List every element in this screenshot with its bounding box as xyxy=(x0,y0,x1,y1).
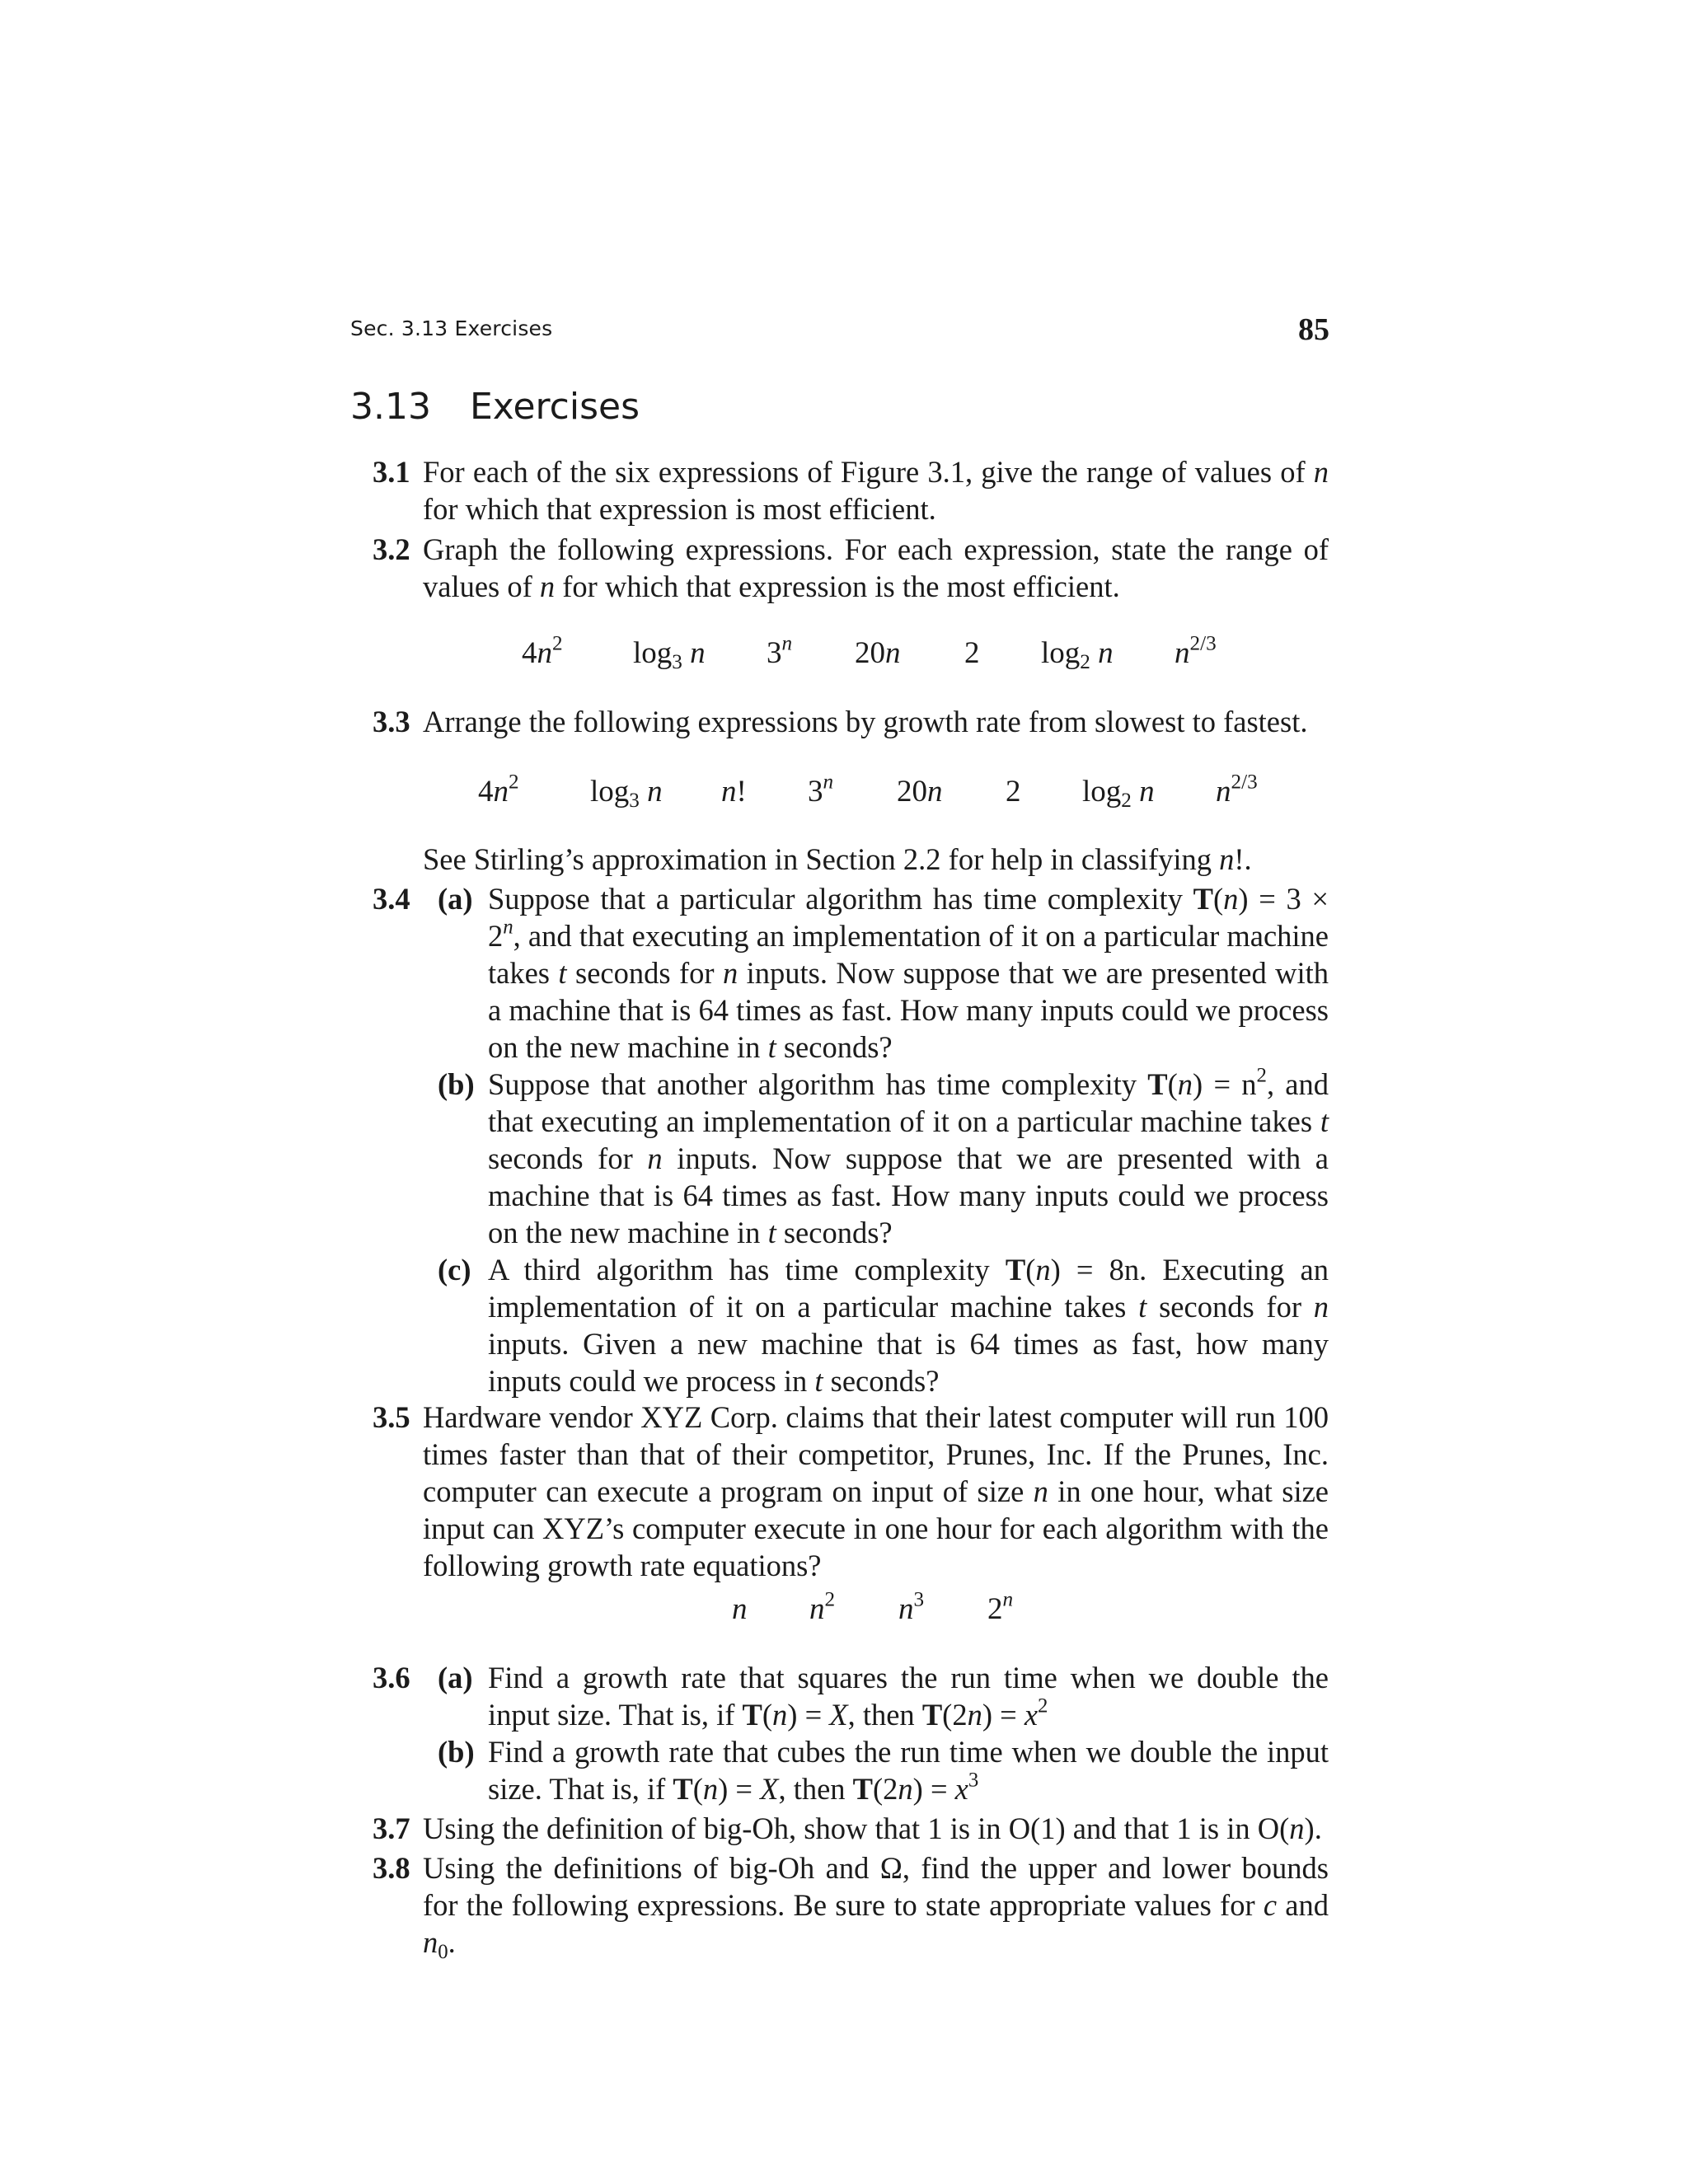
expr-exponent: n xyxy=(781,632,793,655)
math-exponent: 3 xyxy=(968,1769,979,1792)
math-exponent: 2 xyxy=(1256,1064,1267,1087)
part-label: (a) xyxy=(438,1661,473,1694)
exercise-number: 3.7 xyxy=(373,1811,410,1845)
math-subscript: 0 xyxy=(438,1940,448,1963)
math-var: n xyxy=(423,1925,438,1959)
running-head: Sec. 3.13 Exercises xyxy=(350,316,553,340)
math-expression xyxy=(1041,635,1114,672)
exercise-number: 3.3 xyxy=(373,705,410,738)
part-a xyxy=(438,880,1329,1066)
text-run: For each of the six expressions of Figure 3.1, give the range of values of xyxy=(423,455,1314,489)
expr-base: 20n xyxy=(855,636,901,670)
expr-exponent: 2 xyxy=(552,632,563,655)
math-var: t xyxy=(1320,1104,1329,1138)
exercise-number: 3.5 xyxy=(373,1400,410,1434)
section-title xyxy=(350,386,640,428)
expr-argument: n xyxy=(647,775,663,808)
expr-base: n xyxy=(1216,775,1231,808)
expr-exponent: 2 xyxy=(824,1588,836,1611)
text-run: . Executing an implementation of it on a particular machine takes xyxy=(488,1253,1329,1324)
text-run: and xyxy=(1277,1888,1329,1922)
exercise-text xyxy=(423,1399,1329,1584)
math-expression xyxy=(808,773,833,810)
math-expression xyxy=(590,773,663,813)
math-expression xyxy=(898,1588,925,1628)
text-run: in one hour, what size input can XYZ’s computer execute in one hour for each algorithm with the following growth rate equations? xyxy=(423,1474,1329,1582)
expr-exponent: 3 xyxy=(913,1588,925,1611)
expr-exponent: 2/3 xyxy=(1189,632,1217,655)
expr-base: n xyxy=(809,1592,825,1626)
math-expression xyxy=(1082,773,1155,813)
math-var: n xyxy=(539,569,556,603)
expr-base: log xyxy=(1082,775,1122,808)
math-expr: Ω xyxy=(879,1851,903,1885)
text-run: , find the upper and lower bounds for the following expressions. Be sure to state appropriate values for xyxy=(423,1851,1329,1922)
math-expression xyxy=(809,1588,836,1628)
expr-argument: n xyxy=(690,636,706,670)
text-run: Hardware vendor XYZ Corp. claims that their latest computer will run 100 times faster than that of their competitor, Prunes, Inc. If the Prunes, Inc. computer can execute a program on input of size xyxy=(423,1400,1329,1508)
section-number: 3.13 xyxy=(350,386,431,428)
math-T: T xyxy=(921,1698,943,1732)
math-expr: O(n) xyxy=(1257,1811,1315,1845)
math-expr: O(1) xyxy=(1008,1811,1066,1845)
part-label: (c) xyxy=(438,1253,471,1286)
text-run: Suppose that another algorithm has time complexity xyxy=(488,1067,1148,1101)
text-run: seconds? xyxy=(776,1030,893,1064)
text-run: for which that expression is the most efficient. xyxy=(555,569,1120,603)
text-run: See Stirling’s approximation in Section 2.2 for help in classifying xyxy=(423,842,1220,876)
math-var: n xyxy=(722,956,738,990)
math-expr: = 3 × 2 xyxy=(488,882,1329,953)
math-var: t xyxy=(767,1030,776,1064)
part-label: (a) xyxy=(438,882,473,916)
text-run: Graph the following expressions. For each expression, state the range of values of xyxy=(423,532,1329,603)
exercise-number: 3.6 xyxy=(373,1661,410,1694)
exercise-3-3-note xyxy=(373,841,1329,878)
expr-base: 4n xyxy=(478,775,509,808)
text-run: Using the definitions of big-Oh and xyxy=(423,1851,880,1885)
math-expression xyxy=(1006,773,1021,810)
exercise-number: 3.1 xyxy=(373,455,410,489)
text-run: , then xyxy=(847,1698,922,1732)
text-run: Find a growth rate that cubes the run time when we double the input size. That is, if xyxy=(488,1735,1329,1806)
stirling-note xyxy=(423,841,1329,878)
math-expression xyxy=(987,1588,1014,1628)
expr-base: 20n xyxy=(897,775,943,808)
text-run: inputs. Given a new machine that is 64 times as fast, how many inputs could we process in xyxy=(488,1327,1329,1398)
math-expr: (n) xyxy=(1025,1253,1061,1286)
text-run: seconds? xyxy=(776,1216,893,1249)
text-run: seconds for xyxy=(1146,1290,1314,1324)
expr-subscript: 2 xyxy=(1080,651,1090,674)
math-expression xyxy=(1175,632,1217,672)
exercise-3-7 xyxy=(373,1810,1329,1847)
math-var: n xyxy=(647,1141,663,1175)
math-var: t xyxy=(1138,1290,1147,1324)
exercise-3-1 xyxy=(373,453,1329,527)
math-var: t xyxy=(814,1364,823,1398)
math-expression xyxy=(855,635,901,672)
exercise-3-4 xyxy=(373,880,1329,1399)
text-run: seconds? xyxy=(823,1364,940,1398)
math-T: T xyxy=(673,1772,693,1806)
exercise-text xyxy=(423,453,1329,527)
text-run: . xyxy=(1314,1811,1322,1845)
expr-base: log xyxy=(590,775,630,808)
expr-subscript: 3 xyxy=(629,790,640,813)
expr-base: n xyxy=(732,1592,748,1626)
part-label: (b) xyxy=(438,1067,475,1101)
math-T: T xyxy=(742,1698,762,1732)
expr-base: 2 xyxy=(1006,775,1021,808)
section-title-text: Exercises xyxy=(470,386,640,428)
part-text xyxy=(488,1066,1329,1251)
text-run: !. xyxy=(1234,842,1252,876)
exercise-3-6 xyxy=(373,1659,1329,1807)
exercise-text xyxy=(423,531,1329,605)
math-expr: = 8n xyxy=(1076,1253,1140,1286)
math-expression xyxy=(522,632,563,672)
part-c xyxy=(438,1251,1329,1399)
math-var: t xyxy=(767,1216,776,1249)
expr-exponent: 2 xyxy=(509,771,519,794)
math-exponent: n xyxy=(503,916,513,939)
math-var: n xyxy=(1219,842,1235,876)
math-expression xyxy=(732,1591,748,1628)
math-expr: (n) xyxy=(1167,1067,1203,1101)
expr-argument: n xyxy=(1098,636,1114,670)
exercise-number: 3.4 xyxy=(373,882,410,916)
expr-base: 3 xyxy=(767,636,782,670)
math-var: t xyxy=(558,956,567,990)
text-run: Find a growth rate that squares the run time when we double the input size. That is, if xyxy=(488,1661,1329,1732)
exercise-3-5 xyxy=(373,1399,1329,1584)
part-text: Find a growth rate that squares the run time when we double the input size. That is, if T(n) = X, then $T(2n) = x^2$ xyxy=(488,1661,1329,1732)
expr-base: 2 xyxy=(964,636,980,670)
math-var: X xyxy=(760,1772,779,1806)
math-expression xyxy=(767,632,793,672)
math-exponent: 2 xyxy=(1038,1694,1048,1718)
text-run: , then xyxy=(778,1772,853,1806)
expr-base: n xyxy=(1175,636,1190,670)
text-run: inputs. Now suppose that we are presented with a machine that is 64 times as fast. How many inputs could we process on the new machine in xyxy=(488,956,1329,1064)
expr-base: log xyxy=(1041,636,1081,670)
exercise-parts xyxy=(423,1659,1329,1807)
part-text: Find a growth rate that cubes the run time when we double the input size. That is, if T(n) = X, then $T(2n) = x^3$ xyxy=(488,1735,1329,1806)
expr-argument: n xyxy=(1139,775,1155,808)
text-run: . xyxy=(448,1925,456,1959)
text-run: for which that expression is most efficient. xyxy=(423,492,936,526)
part-label: (b) xyxy=(438,1735,475,1769)
page-number: 85 xyxy=(1298,312,1329,347)
math-expr: (n) xyxy=(1212,882,1249,916)
exercise-number: 3.2 xyxy=(373,532,410,566)
text-run: Suppose that a particular algorithm has time complexity xyxy=(488,882,1193,916)
math-expression xyxy=(633,635,706,672)
math-var: x xyxy=(954,1772,968,1806)
exercise-parts xyxy=(423,880,1329,1399)
expr-exponent: 2/3 xyxy=(1231,771,1258,794)
part-text xyxy=(488,880,1329,1066)
math-expression xyxy=(897,773,943,810)
exercise-3-8 xyxy=(373,1849,1329,1961)
expr-exponent: n xyxy=(823,771,834,794)
expr-base: log xyxy=(633,636,673,670)
exercise-3-2 xyxy=(373,531,1329,605)
expr-base: n xyxy=(898,1592,914,1626)
math-expression xyxy=(478,773,519,810)
math-var: x xyxy=(1024,1698,1039,1732)
math-var: c xyxy=(1263,1888,1278,1922)
expr-exponent: n xyxy=(1002,1588,1014,1611)
text-run: inputs. Now suppose that we are presented with a machine that is 64 times as fast. How many inputs could we process on the new machine in xyxy=(488,1141,1329,1249)
expr-base: 2 xyxy=(987,1592,1003,1626)
math-expression xyxy=(721,773,747,810)
math-expr: = n xyxy=(1213,1067,1257,1101)
exercise-3-3 xyxy=(373,703,1329,740)
expr-base: 3 xyxy=(808,775,823,808)
text-run: , and that executing an implementation of it on a particular machine takes xyxy=(488,919,1329,990)
expr-subscript: 3 xyxy=(672,651,682,674)
math-T: T xyxy=(1147,1067,1168,1101)
math-var: n xyxy=(1313,455,1329,489)
math-T: T xyxy=(1193,882,1213,916)
exercise-number: 3.8 xyxy=(373,1851,410,1885)
math-var: n xyxy=(1313,1290,1329,1324)
part-a xyxy=(438,1659,1329,1733)
part-b xyxy=(438,1733,1329,1807)
math-var: X xyxy=(829,1698,848,1732)
math-var: n xyxy=(1033,1474,1048,1508)
text-run: A third algorithm has time complexity xyxy=(488,1253,1006,1286)
text-run: , and that executing an implementation of it on a particular machine takes xyxy=(488,1067,1329,1138)
expr-subscript: 2 xyxy=(1121,790,1132,813)
math-expression xyxy=(1216,773,1258,810)
math-T: T xyxy=(1005,1253,1026,1286)
expr-base: n! xyxy=(721,775,747,808)
exercise-text xyxy=(423,1849,1329,1961)
text-run: seconds for xyxy=(488,1141,648,1175)
part-b xyxy=(438,1066,1329,1251)
exercise-text xyxy=(423,1810,1329,1847)
text-run: seconds for xyxy=(566,956,723,990)
text-run: and that 1 is in xyxy=(1065,1811,1258,1845)
math-expression xyxy=(964,635,980,672)
text-run: Using the definition of big-Oh, show that 1 is in xyxy=(423,1811,1009,1845)
part-text xyxy=(488,1251,1329,1399)
exercise-text: Arrange the following expressions by growth rate from slowest to fastest. xyxy=(423,705,1308,738)
math-T: T xyxy=(852,1772,874,1806)
expr-base: 4n xyxy=(522,636,552,670)
